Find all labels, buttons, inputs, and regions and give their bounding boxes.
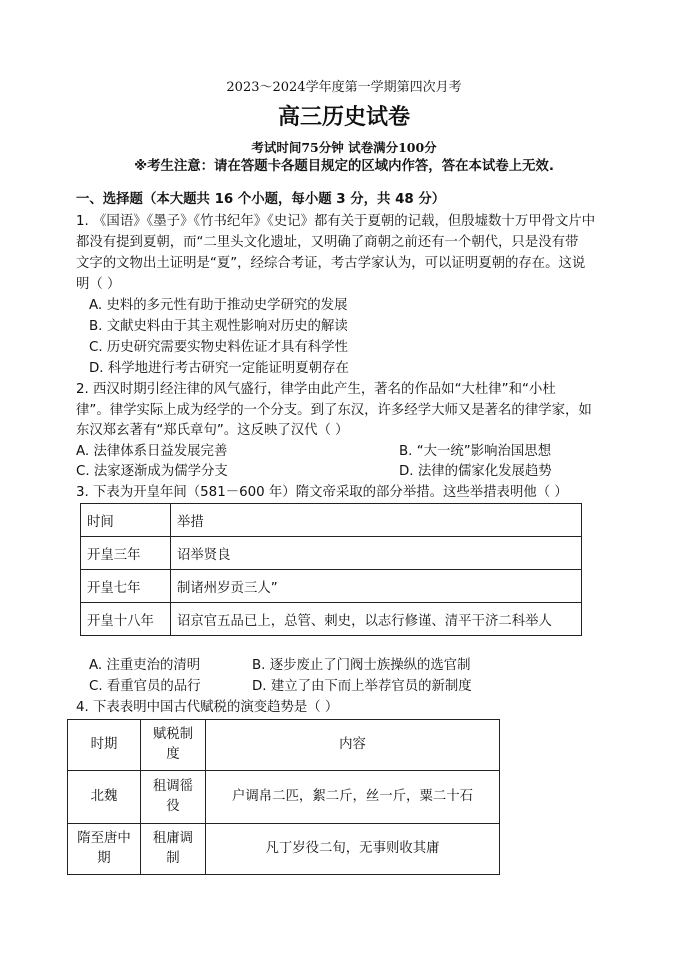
- cell-text: 期: [97, 851, 111, 866]
- q2-option-b: B. “大一统”影响治国思想: [399, 444, 552, 459]
- cell-text: 度: [166, 747, 180, 762]
- cell-text: 隋至唐中: [77, 831, 131, 846]
- q1-option-b: B. 文献史料由于其主观性影响对历史的解读: [89, 319, 348, 334]
- q3-option-d: D. 建立了由下而上举荐官员的新制度: [252, 679, 472, 694]
- table-row: [68, 824, 500, 875]
- table-row: [81, 570, 582, 603]
- table-cell: [206, 824, 500, 875]
- cell-text: 户调帛二匹，絮二斤，丝一斤，粟二十石: [231, 789, 474, 804]
- q2-stem-line: 律”。律学实际上成为经学的一个分支。到了东汉，许多经学大师又是著名的律学家，如: [76, 403, 592, 418]
- table-cell: 开皇十八年: [81, 603, 171, 636]
- cell-text: 租调徭: [152, 779, 194, 794]
- table-header-cell: [206, 720, 500, 771]
- table-header-cell: 时间: [81, 504, 171, 537]
- q3-option-c: C. 看重官员的品行: [89, 679, 201, 694]
- table-cell: 诏京官五品已上，总管、刺史，以志行修谨、清平干济二科举人: [171, 603, 582, 636]
- table-header-cell: 举措: [171, 504, 582, 537]
- q4-stem: 4. 下表表明中国古代赋税的演变趋势是（ ）: [76, 700, 339, 715]
- cell-text: 制: [166, 851, 180, 866]
- table-row: [81, 603, 582, 636]
- table-cell: 诏举贤良: [171, 537, 582, 570]
- q2-stem-line: 东汉郑玄著有“郑氏章句”。这反映了汉代（ ）: [76, 423, 349, 438]
- table-header-cell: [141, 720, 206, 771]
- table-cell: [68, 824, 141, 875]
- table-cell: 开皇七年: [81, 570, 171, 603]
- q4-table: [67, 719, 500, 875]
- cell-text: 凡丁岁役二旬，无事则收其庸: [265, 841, 440, 856]
- q1-option-a: A. 史料的多元性有助于推动史学研究的发展: [89, 298, 348, 313]
- exam-notice: ※考生注意：请在答题卡各题目规定的区域内作答，答在本试卷上无效.: [134, 159, 554, 174]
- q2-option-d: D. 法律的儒家化发展趋势: [399, 464, 552, 479]
- q2-stem-line: 2. 西汉时期引经注律的风气盛行，律学由此产生，著名的作品如“大杜律”和“小杜: [76, 382, 556, 397]
- exam-title: 高三历史试卷: [277, 105, 410, 130]
- q1-stem-line: 1. 《国语》《墨子》《竹书纪年》《史记》都有关于夏朝的记载，但殷墟数十万甲骨文片中: [76, 214, 596, 229]
- table-cell: [206, 771, 500, 824]
- table-cell: 开皇三年: [81, 537, 171, 570]
- cell-text: 租庸调: [152, 831, 194, 846]
- table-cell: [141, 771, 206, 824]
- cell-text: 内容: [339, 737, 366, 752]
- q1-stem-line: 文字的文物出土证明是“夏”，经综合考证，考古学家认为，可以证明夏朝的存在。这说: [76, 256, 586, 271]
- exam-period: 2023～2024学年度第一学期第四次月考: [226, 80, 462, 95]
- table-header-row: [68, 720, 500, 771]
- q1-option-d: D. 科学地进行考古研究一定能证明夏朝存在: [89, 361, 349, 376]
- q3-option-b: B. 逐步废止了门阀士族操纵的选官制: [252, 658, 471, 673]
- cell-text: 北魏: [90, 789, 118, 804]
- table-header-row: [81, 504, 582, 537]
- q2-option-a: A. 法律体系日益发展完善: [76, 444, 228, 459]
- q3-table: [80, 503, 582, 636]
- q1-stem-line: 都没有提到夏朝，而“二里头文化遗址，又明确了商朝之前还有一个朝代，只是没有带: [76, 235, 579, 250]
- q1-stem-line: 明（ ）: [76, 277, 121, 292]
- table-cell: [68, 771, 141, 824]
- q3-stem: 3. 下表为开皇年间（581－600 年）隋文帝采取的部分举措。这些举措表明他（ ）: [76, 485, 568, 500]
- table-header-cell: [68, 720, 141, 771]
- cell-text: 赋税制: [152, 727, 194, 742]
- q3-option-a: A. 注重吏治的清明: [89, 658, 201, 673]
- cell-text: 役: [166, 799, 180, 814]
- q2-option-c: C. 法家逐渐成为儒学分支: [76, 464, 228, 479]
- table-row: [81, 537, 582, 570]
- cell-text: 时期: [90, 737, 118, 752]
- table-cell: 制诸州岁贡三人”: [171, 570, 582, 603]
- table-cell: [141, 824, 206, 875]
- table-row: [68, 771, 500, 824]
- section-heading: 一、选择题（本大题共 16 个小题，每小题 3 分，共 48 分）: [76, 192, 446, 207]
- exam-meta: 考试时间75分钟 试卷满分100分: [251, 140, 437, 155]
- q1-option-c: C. 历史研究需要实物史料佐证才具有科学性: [89, 340, 348, 355]
